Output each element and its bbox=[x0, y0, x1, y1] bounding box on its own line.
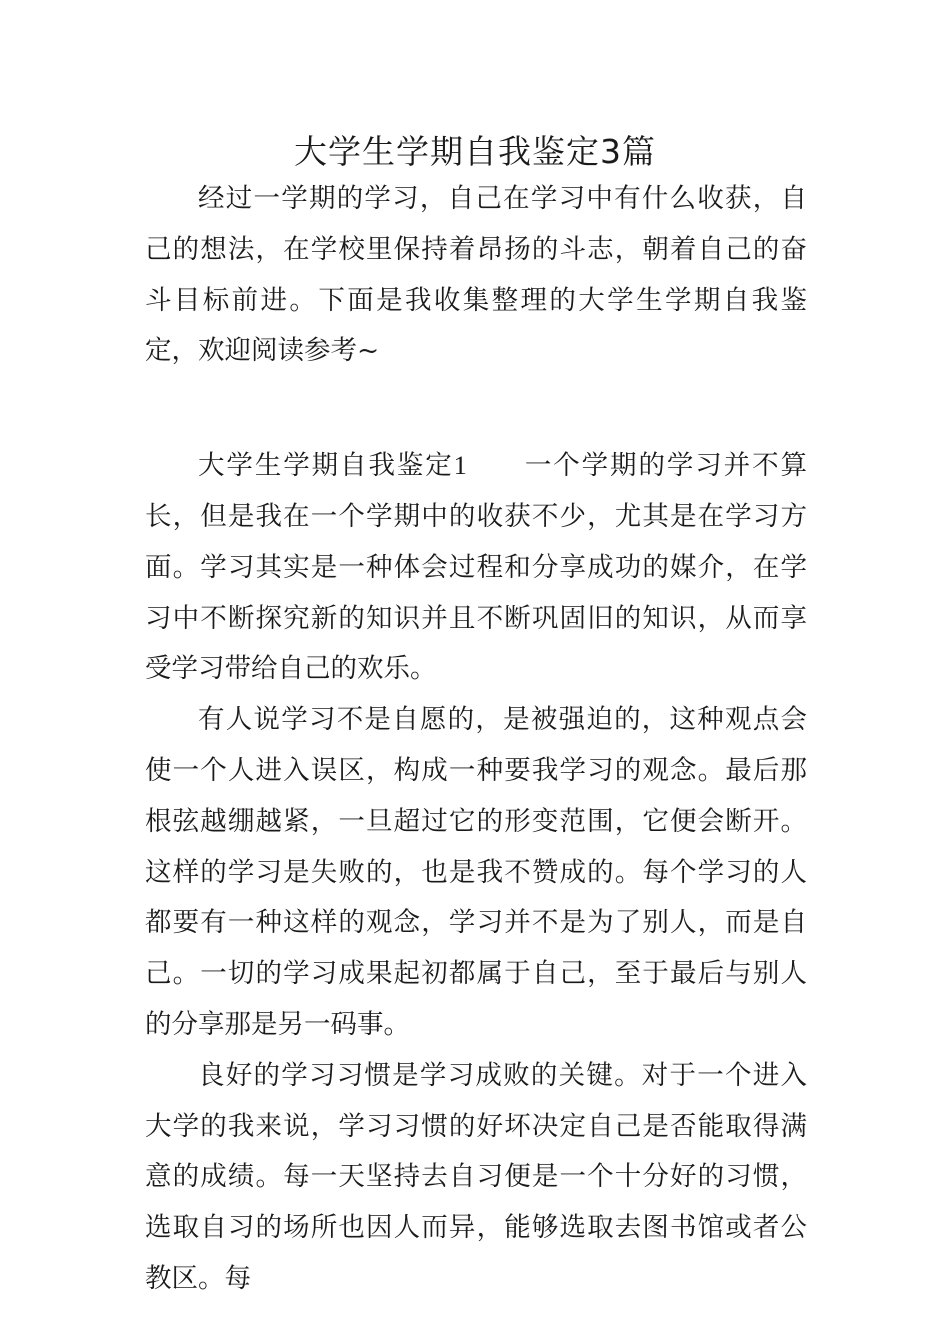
section-1-lead-text: 一个学期的学习并不算长，但是我在一个学期中的收获不少，尤其是在学习方面。学习其实是一种体会过程和分享成功的媒介，在学习中不断探究新的知识并且不断巩固旧的知识，从而享受学习带给自己的欢乐。 bbox=[145, 450, 808, 685]
intro-paragraph: 经过一学期的学习，自己在学习中有什么收获，自己的想法，在学校里保持着昂扬的斗志，朝着自己的奋斗目标前进。下面是我收集整理的大学生学期自我鉴定，欢迎阅读参考~ bbox=[145, 183, 807, 367]
body-paragraph-2: 有人说学习不是自愿的，是被强迫的，这种观点会使一个人进入误区，构成一种要我学习的观念。最后那根弦越绷越紧，一旦超过它的形变范围，它便会断开。这样的学习是失败的，也是我不赞成的。每个学习的人都要有一种这样的观念，学习并不是为了别人，而是自己。一切的学习成果起初都属于自己，至于最后与别人的分享那是另一码事。 bbox=[145, 704, 807, 1040]
body-paragraph-3: 良好的学习习惯是学习成败的关键。对于一个进入大学的我来说，学习习惯的好坏决定自己是否能取得满意的成绩。每一天坚持去自习便是一个十分好的习惯，选取自习的场所也因人而异，能够选取去图书馆或者公教区。每 bbox=[145, 1059, 807, 1294]
section-1-heading: 大学生学期自我鉴定1 bbox=[198, 450, 467, 481]
document-body bbox=[145, 174, 807, 1305]
document-title: 大学生学期自我鉴定3篇 bbox=[294, 132, 656, 171]
section-1-paragraph bbox=[145, 440, 807, 695]
